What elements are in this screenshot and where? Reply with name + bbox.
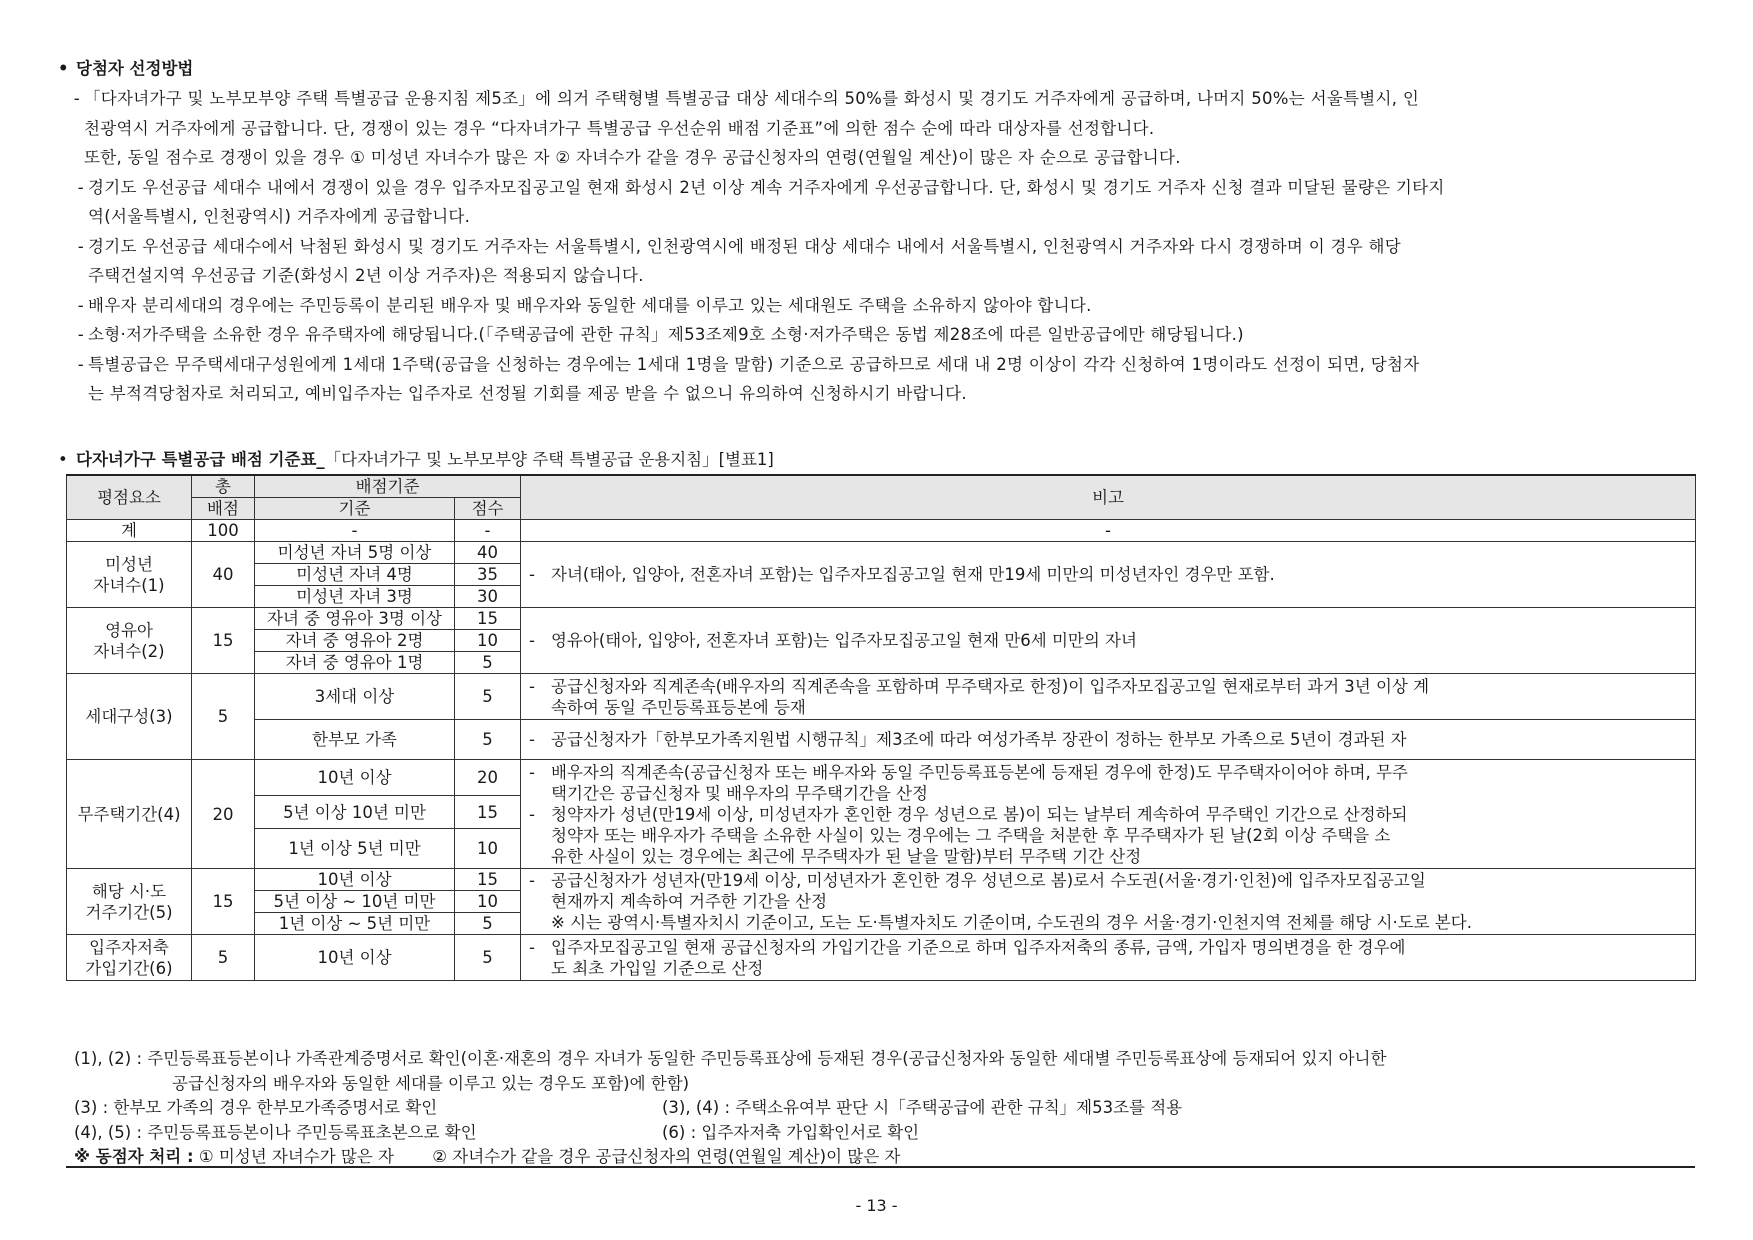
cell-criteria: 한부모 가족 (255, 720, 455, 760)
text-line: 천광역시 거주자에게 공급합니다. 단, 경쟁이 있는 경우 “다자녀가구 특별공급 우선순위 배점 기준표”에 의한 점수 순에 따라 대상자를 선정합니다. (84, 118, 1155, 138)
cell-score: 5 (455, 913, 521, 935)
cell-score: 15 (455, 796, 521, 829)
cell-factor: 입주자저축 가입기간(6) (67, 935, 192, 981)
list-item-text (88, 232, 1703, 291)
cell-score: 10 (455, 891, 521, 913)
cell-total: 15 (192, 869, 255, 935)
cell-score: 40 (455, 542, 521, 564)
table-footnotes (74, 1047, 1694, 1170)
bullet-icon: • (58, 59, 69, 78)
dash-marker: - (77, 295, 84, 315)
text-line: 소형·저가주택을 소유한 경우 유주택자에 해당됩니다.(「주택공급에 관한 규칙」제53조제9호 소형·저가주택은 동법 제28조에 따른 일반공급에만 해당됩니다.) (88, 325, 1244, 344)
cell-factor: 해당 시·도 거주기간(5) (67, 869, 192, 935)
cell-total: 5 (192, 935, 255, 981)
cell-criteria: 1년 이상 ~ 5년 미만 (255, 913, 455, 935)
cell-total: 5 (192, 674, 255, 760)
text-line: 경기도 우선공급 세대수 내에서 경쟁이 있을 경우 입주자모집공고일 현재 화성시 2년 이상 계속 거주자에게 우선공급합니다. 단, 화성시 및 경기도 거주자 신청 결과 미달된 물량은 기타지 (88, 177, 1445, 197)
cell-criteria: 미성년 자녀 3명 (255, 586, 455, 608)
text-line: 배우자 분리세대의 경우에는 주민등록이 분리된 배우자 및 배우자와 동일한 세대를 이루고 있는 세대원도 주택을 소유하지 않아야 합니다. (88, 295, 1092, 315)
cell-criteria: 5년 이상 10년 미만 (255, 796, 455, 829)
table-row (67, 935, 1696, 981)
header-score: 점수 (455, 498, 521, 520)
cell-factor: 계 (67, 520, 192, 542)
list-item-text (88, 173, 1703, 232)
text-line: 주택건설지역 우선공급 기준(화성시 2년 이상 거주자)은 적용되지 않습니다. (88, 266, 644, 285)
cell-remark: - (521, 520, 1696, 542)
text-line: 또한, 동일 점수로 경쟁이 있을 경우 ① 미성년 자녀수가 많은 자 ② 자녀수가 같을 경우 공급신청자의 연령(연월일 계산)이 많은 자 순으로 공급합니다. (84, 148, 1181, 167)
list-item (58, 350, 1703, 409)
dash-marker: - (73, 89, 80, 108)
footnote: (6) : 입주자저축 가입확인서로 확인 (662, 1122, 920, 1142)
cell-criteria: 10년 이상 (255, 760, 455, 796)
header-criteria-group: 배점기준 (255, 475, 521, 498)
cell-score: 10 (455, 630, 521, 652)
text-line: 는 부적격당첨자로 처리되고, 예비입주자는 입주자로 선정될 기회를 제공 받을 수 없으니 유의하여 신청하시기 바랍니다. (88, 384, 967, 403)
list-item (58, 173, 1703, 232)
list-item-text (84, 84, 1703, 173)
header-remark: 비고 (521, 475, 1696, 520)
cell-factor: 무주택기간(4) (67, 760, 192, 869)
list-item (58, 232, 1703, 291)
table-row (67, 720, 1696, 760)
list-item-text (88, 320, 1703, 350)
cell-total: 40 (192, 542, 255, 608)
text-line: 역(서울특별시, 인천광역시) 거주자에게 공급합니다. (88, 207, 471, 226)
table-row (67, 674, 1696, 720)
table-row (67, 608, 1696, 630)
cell-factor: 미성년 자녀수(1) (67, 542, 192, 608)
dash-marker: - (77, 177, 84, 197)
cell-criteria: 10년 이상 (255, 869, 455, 891)
cell-score: - (455, 520, 521, 542)
footnote: (4), (5) : 주민등록표등본이나 주민등록표초본으로 확인 (74, 1122, 477, 1142)
dash-marker: - (77, 354, 84, 374)
footnote: 공급신청자의 배우자와 동일한 세대를 이루고 있는 경우도 포함)에 한함) (172, 1073, 690, 1093)
footnote: (3) : 한부모 가족의 경우 한부모가족증명서로 확인 (74, 1098, 438, 1117)
footnote: (3), (4) : 주택소유여부 판단 시「주택공급에 관한 규칙」제53조를 적용 (662, 1098, 1183, 1117)
scoring-table-heading: • 다자녀가구 특별공급 배점 기준표_ 「다자녀가구 및 노부모부양 주택 특별공급 운용지침」[별표1] (58, 446, 774, 474)
page-number: - 13 - (855, 1196, 898, 1215)
cell-remark: - 공급신청자가 성년자(만19세 이상, 미성년자가 혼인한 경우 성년으로 봄)로서 수도권(서울·경기·인천)에 입주자모집공고일 현재까지 계속하여 거주한 기간을 산정 ※ 시는 광역시·특별자치시 기준이고, 도는 도·특별자치도 기준이며, 수도권의 경우 서울·경기·인천지역 전체를 해당 시·도로 본다. (521, 869, 1696, 935)
text-line: 경기도 우선공급 세대수에서 낙첨된 화성시 및 경기도 거주자는 서울특별시, 인천광역시에 배정된 대상 세대수 내에서 서울특별시, 인천광역시 거주자와 다시 경쟁하며 이 경우 해당 (88, 236, 1401, 256)
cell-score: 30 (455, 586, 521, 608)
cell-criteria: 미성년 자녀 4명 (255, 564, 455, 586)
cell-remark: - 입주자모집공고일 현재 공급신청자의 가입기간을 기준으로 하며 입주자저축의 종류, 금액, 가입자 명의변경을 한 경우에 도 최초 가입일 기준으로 산정 (521, 935, 1696, 981)
table-row (67, 869, 1696, 891)
section-heading: • 당첨자 선정방법 (58, 54, 1703, 84)
header-criteria: 기준 (255, 498, 455, 520)
cell-remark: - 배우자의 직계존속(공급신청자 또는 배우자와 동일 주민등록표등본에 등재된 경우에 한정)도 무주택자이어야 하며, 무주 택기간은 공급신청자 및 배우자의 무주택기간을 산정 - 청약자가 성년(만19세 이상, 미성년자가 혼인한 경우 성년으로 봄)이 되는 날부터 계속하여 무주택인 기간으로 산정하되 청약자 또는 배우자가 주택을 소유한 사실이 있는 경우에는 그 주택을 처분한 후 무주택자가 된 날(2회 이상 주택을 소 유한 사실이 있는 경우에는 최근에 무주택자가 된 날을 말함)부터 무주택 기간 산정 (521, 760, 1696, 869)
text-line: 특별공급은 무주택세대구성원에게 1세대 1주택(공급을 신청하는 경우에는 1세대 1명을 말함) 기준으로 공급하므로 세대 내 2명 이상이 각각 신청하여 1명이라도 선정이 되면, 당첨자 (88, 354, 1420, 374)
cell-score: 5 (455, 674, 521, 720)
scoring-table (66, 474, 1696, 981)
cell-factor: 영유아 자녀수(2) (67, 608, 192, 674)
cell-criteria: 자녀 중 영유아 2명 (255, 630, 455, 652)
cell-score: 15 (455, 608, 521, 630)
cell-score: 35 (455, 564, 521, 586)
cell-criteria: 3세대 이상 (255, 674, 455, 720)
list-item-text (88, 350, 1703, 409)
cell-score: 5 (455, 935, 521, 981)
winner-selection-section (58, 54, 1703, 409)
header-factor: 평점요소 (67, 475, 192, 520)
table-row (67, 520, 1696, 542)
dash-marker: - (77, 325, 84, 344)
cell-score: 20 (455, 760, 521, 796)
cell-total: 20 (192, 760, 255, 869)
cell-score: 5 (455, 720, 521, 760)
cell-total: 100 (192, 520, 255, 542)
list-item (58, 84, 1703, 173)
list-item (58, 291, 1703, 321)
cell-remark: - 공급신청자와 직계존속(배우자의 직계존속을 포함하며 무주택자로 한정)이 입주자모집공고일 현재로부터 과거 3년 이상 계 속하여 동일 주민등록표등본에 등재 (521, 674, 1696, 720)
footnote: (1), (2) : 주민등록표등본이나 가족관계증명서로 확인(이혼·재혼의 경우 자녀가 동일한 주민등록표상에 등재된 경우(공급신청자와 동일한 세대별 주민등록표상에 등재되어 있지 아니한 (74, 1049, 1387, 1068)
cell-score: 5 (455, 652, 521, 674)
table-row (67, 760, 1696, 796)
cell-factor: 세대구성(3) (67, 674, 192, 760)
header-total-1: 총 (192, 475, 255, 498)
cell-criteria: 미성년 자녀 5명 이상 (255, 542, 455, 564)
cell-criteria: 5년 이상 ~ 10년 미만 (255, 891, 455, 913)
cell-criteria: - (255, 520, 455, 542)
list-item-text (88, 291, 1703, 321)
table-bottom-rule (66, 1166, 1695, 1168)
table-row (67, 542, 1696, 564)
cell-remark: - 자녀(태아, 입양아, 전혼자녀 포함)는 입주자모집공고일 현재 만19세 미만의 미성년자인 경우만 포함. (521, 542, 1696, 608)
list-item (58, 320, 1703, 350)
bullet-icon: • (58, 450, 68, 469)
cell-criteria: 10년 이상 (255, 935, 455, 981)
cell-criteria: 1년 이상 5년 미만 (255, 829, 455, 869)
cell-score: 15 (455, 869, 521, 891)
cell-criteria: 자녀 중 영유아 3명 이상 (255, 608, 455, 630)
cell-total: 15 (192, 608, 255, 674)
cell-score: 10 (455, 829, 521, 869)
cell-criteria: 자녀 중 영유아 1명 (255, 652, 455, 674)
cell-remark: - 영유아(태아, 입양아, 전혼자녀 포함)는 입주자모집공고일 현재 만6세 미만의 자녀 (521, 608, 1696, 674)
selection-rules-list (58, 84, 1703, 409)
cell-remark: - 공급신청자가「한부모가족지원법 시행규칙」제3조에 따라 여성가족부 장관이 정하는 한부모 가족으로 5년이 경과된 자 (521, 720, 1696, 760)
header-total-2: 배점 (192, 498, 255, 520)
text-line: 「다자녀가구 및 노부모부양 주택 특별공급 운용지침 제5조」에 의거 주택형별 특별공급 대상 세대수의 50%를 화성시 및 경기도 거주자에게 공급하며, 나머지 50%는 서울특별시, 인 (84, 89, 1420, 108)
dash-marker: - (77, 236, 84, 256)
tie-break-rule: ※ 동점자 처리 : ① 미성년 자녀수가 많은 자 ② 자녀수가 같을 경우 공급신청자의 연령(연월일 계산)이 많은 자 (74, 1147, 901, 1166)
